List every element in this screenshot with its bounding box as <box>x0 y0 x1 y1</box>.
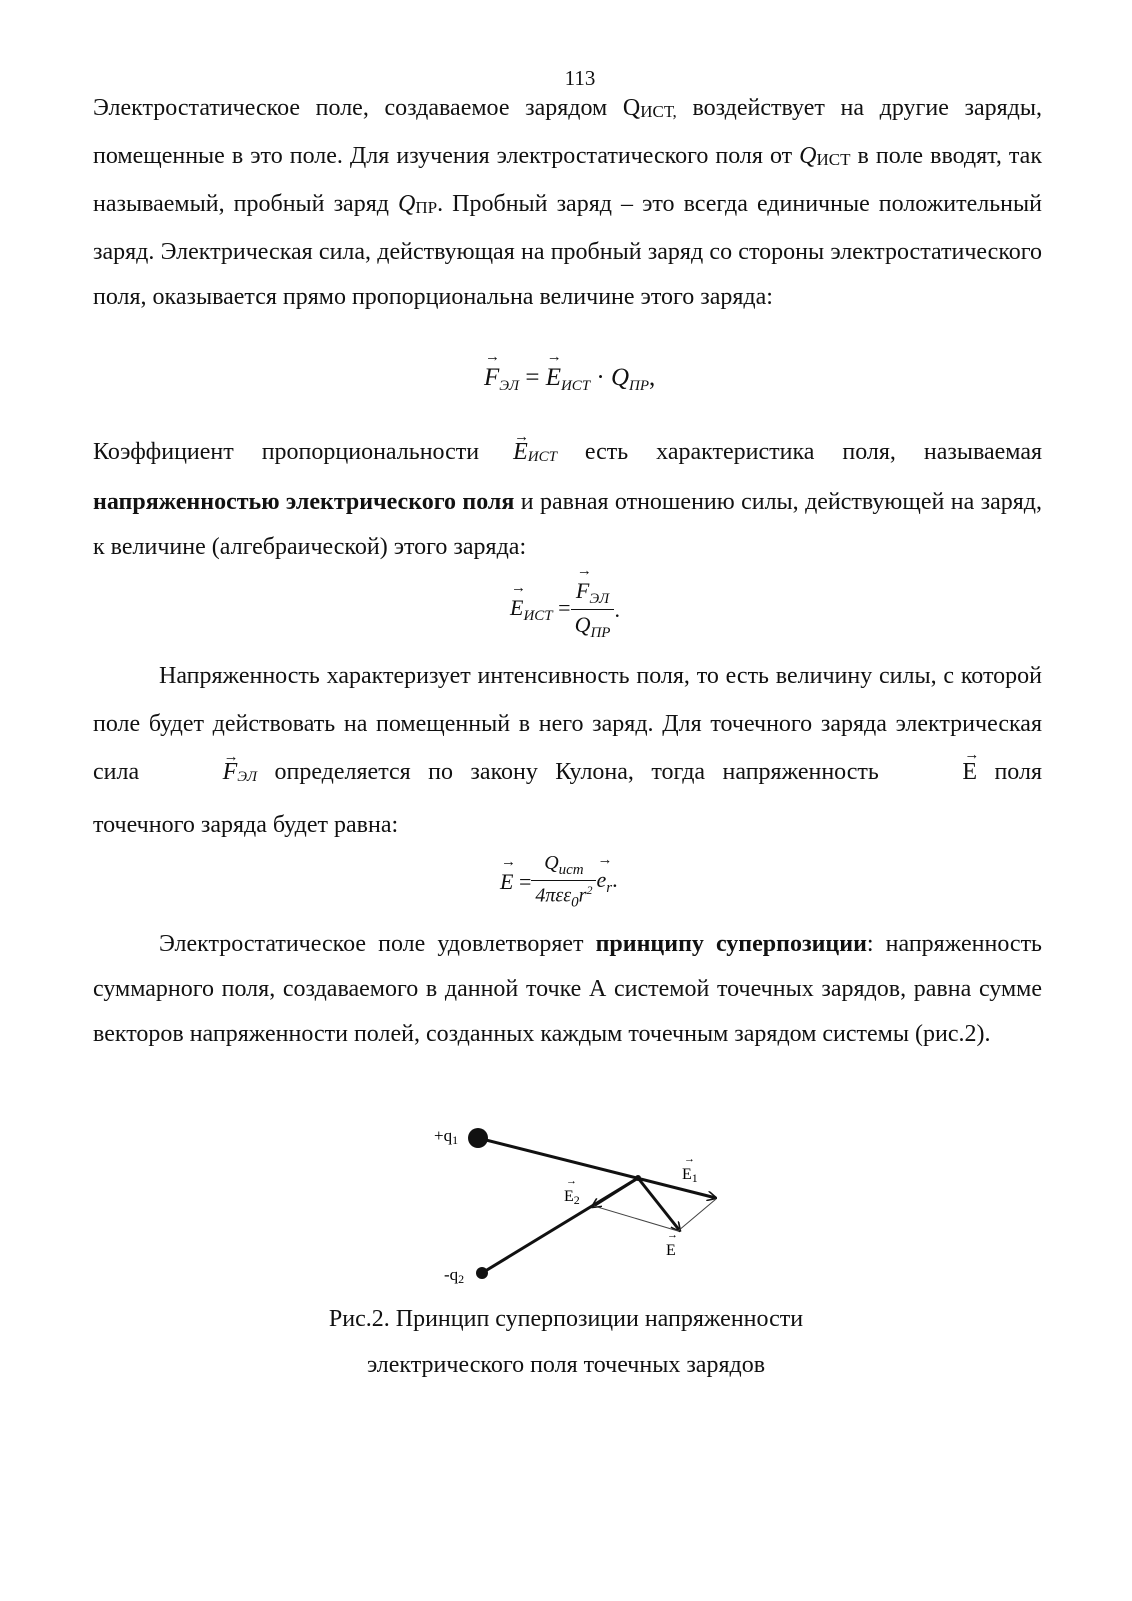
subscript: r <box>606 879 613 896</box>
parallelogram-edge <box>678 1199 716 1231</box>
subscript: ПР <box>590 625 611 641</box>
parallelogram-edge <box>594 1206 678 1231</box>
subscript: ИСТ <box>527 449 557 465</box>
vector-e: → E <box>546 364 561 392</box>
subscript: ПР <box>415 198 438 217</box>
figure-caption-line2: электрического поля точечных зарядов <box>366 1352 766 1378</box>
vector-e2-line <box>592 1178 638 1207</box>
text: воздействует на другие заряды, помещенные в это поле. Для изучения электростатического поля от <box>93 95 1043 169</box>
text: есть характеристика поля, называемая <box>556 439 1043 465</box>
subscript: ист <box>558 862 584 878</box>
equals-sign: = <box>519 364 546 391</box>
arrow-over-e2: → <box>566 1175 577 1187</box>
equals-sign: = <box>552 595 571 620</box>
text: и равная отношению силы, действующей на заряд, к величине (алгебраической) этого заряда: <box>93 489 1042 560</box>
subscript: ИСТ <box>560 378 591 394</box>
subscript: ЭЛ <box>499 378 520 394</box>
bold-term: напряженностью электрического поля <box>93 489 515 515</box>
vector-e: → E <box>510 595 523 621</box>
text: . Пробный заряд – это всегда единичные положительный заряд. Электрическая сила, действующая на пробный заряд со стороны электростатического поля, оказывается прямо пропорциональна величине этого заряда: <box>93 191 1042 310</box>
label-e2: E2 <box>564 1188 580 1207</box>
text: Напряженность характеризует интенсивность поля, то есть величину силы, с которой поле будет действовать на помещенный в него заряд. Для точечного заряда электрическая сила <box>93 663 1042 785</box>
period: . <box>612 866 618 892</box>
label-q1: +q1 <box>434 1126 459 1147</box>
dot-operator: · <box>590 364 611 391</box>
paragraph-superposition <box>93 922 1042 1057</box>
vector-e: → E <box>896 748 977 796</box>
vector-e: → E <box>500 869 513 895</box>
arrow-over-e: → <box>667 1229 678 1241</box>
text: Электростатическое поле удовлетворяет <box>159 931 596 957</box>
subscript: ПР <box>629 378 650 394</box>
label-q2: -q2 <box>444 1265 465 1286</box>
superscript: 2 <box>586 883 593 897</box>
symbol-q-ist: Q <box>799 143 817 169</box>
label-e1: E1 <box>682 1166 698 1185</box>
label-e: E <box>666 1242 676 1259</box>
denominator: 4πεε <box>535 884 572 907</box>
vector-e: → E <box>513 430 528 475</box>
text: определяется по закону Кулона, тогда напряженность <box>257 759 897 785</box>
vector-f: → F <box>157 748 238 796</box>
subscript: ИСТ <box>523 608 553 624</box>
vector-f: → F <box>576 578 589 604</box>
text: : напряженность суммарного поля, создаваемого в данной точке А системой точечных зарядов, равна сумме векторов напряженности полей, созданных каждым точечным зарядом системы (рис.2). <box>93 931 1043 1047</box>
text: в поле вводят, так называемый, пробный заряд <box>93 143 1042 217</box>
fraction <box>531 852 596 912</box>
page-number: 113 <box>564 66 596 90</box>
symbol-q: Q <box>544 852 559 874</box>
symbol-q: Q <box>574 612 591 637</box>
vector-e1-line <box>478 1138 716 1198</box>
paragraph-coulomb <box>93 652 1042 849</box>
figure-caption-line1: Рис.2. Принцип суперпозиции напряженности <box>328 1306 804 1332</box>
equals-sign: = <box>513 868 532 894</box>
text: Коэффициент пропорциональности <box>93 439 508 465</box>
subscript: ЭЛ <box>237 769 258 785</box>
period: . <box>614 597 620 622</box>
symbol-q: Q <box>610 364 630 391</box>
comma: , <box>649 364 656 391</box>
text: Электростатическое поле, создаваемое зарядом Q <box>93 95 641 121</box>
unit-vector-e: → e <box>596 867 606 893</box>
symbol-r: r <box>578 884 587 907</box>
bold-term: принципу суперпозиции <box>595 931 867 957</box>
subscript: ИСТ <box>816 150 851 169</box>
text: поля точечного заряда будет равна: <box>93 759 1042 838</box>
formula-point-charge <box>500 852 618 912</box>
superposition-diagram <box>420 1115 740 1290</box>
formula-force <box>484 364 655 395</box>
symbol-q-pr: Q <box>398 191 416 217</box>
point-a-dot <box>635 1175 641 1181</box>
subscript: ЭЛ <box>589 591 610 607</box>
paragraph-intro <box>93 86 1042 320</box>
subscript: 0 <box>571 894 579 911</box>
subscript: ИСТ, <box>640 102 677 121</box>
fraction <box>571 578 615 642</box>
arrow-over-e1: → <box>684 1153 695 1165</box>
formula-field-strength <box>510 578 620 642</box>
vector-f: → F <box>484 364 499 392</box>
charge-q1-dot <box>468 1128 488 1148</box>
charge-q2-dot <box>476 1267 488 1279</box>
paragraph-definition <box>93 430 1042 570</box>
